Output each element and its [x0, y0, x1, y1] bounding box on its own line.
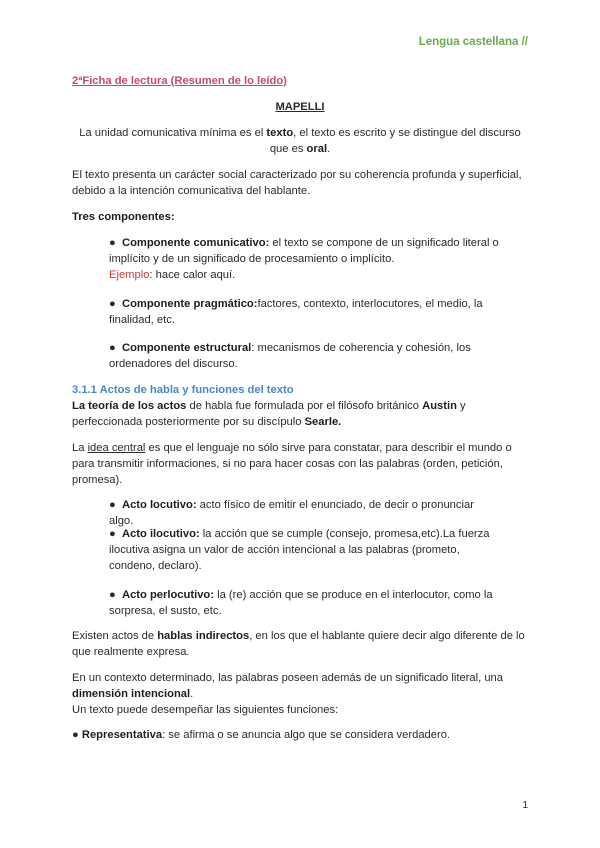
acto-item: ● Acto locutivo: acto físico de emitir el enunciado, de decir o pronunciar algo. [109, 499, 474, 527]
contexto-paragraph: En un contexto determinado, las palabras poseen además de un significado literal, una dimensión intencional. Un texto puede desempeñar las siguientes funciones: [72, 672, 503, 716]
page-number: 1 [522, 800, 528, 811]
section-heading: 3.1.1 Actos de habla y funciones del texto [72, 384, 294, 396]
componente-item: ● Componente pragmático:factores, contexto, interlocutores, el medio, la finalidad, etc. [109, 298, 483, 326]
acto-item: ● Acto ilocutivo: la acción que se cumple (consejo, promesa,etc).La fuerza ilocutiva asigna un valor de acción intencional a las palabras (prometo, condeno, declaro). [109, 528, 490, 572]
tres-componentes-heading: Tres componentes: [72, 211, 175, 223]
idea-paragraph: La idea central es que el lenguaje no sólo sirve para constatar, para describir el mundo o para transmitir informaciones, si no para hacer cosas con las palabras (orden, petición, promesa). [72, 442, 512, 486]
representativa-item: ● Representativa: se afirma o se anuncia algo que se considera verdadero. [72, 729, 451, 741]
indirectos-paragraph: Existen actos de hablas indirectos, en los que el hablante quiere decir algo diferente de lo que realmente expresa. [72, 630, 525, 658]
social-paragraph: El texto presenta un carácter social caracterizado por su coherencia profunda y superficial, debido a la intención comunicativa del hablante. [72, 169, 522, 197]
main-title: MAPELLI [275, 101, 325, 113]
ficha-title: 2ªFicha de lectura (Resumen de lo leído) [72, 75, 287, 87]
document-header: Lengua castellana // [418, 36, 528, 48]
acto-item: ● Acto perlocutivo: la (re) acción que se produce en el interlocutor, como la sorpresa, el susto, etc. [109, 589, 493, 617]
componente-item: ● Componente comunicativo: el texto se compone de un significado literal o implícito y de un significado de procesamiento o implícito. Ejemplo: hace calor aquí. [109, 237, 499, 281]
intro-paragraph: La unidad comunicativa mínima es el texto, el texto es escrito y se distingue del discurso que es oral. [79, 127, 521, 155]
teoria-paragraph: La teoría de los actos de habla fue formulada por el filósofo británico Austin y perfeccionada posteriormente por su discípulo Searle. [72, 400, 466, 428]
componente-item: ● Componente estructural: mecanismos de coherencia y cohesión, los ordenadores del discurso. [109, 342, 471, 370]
